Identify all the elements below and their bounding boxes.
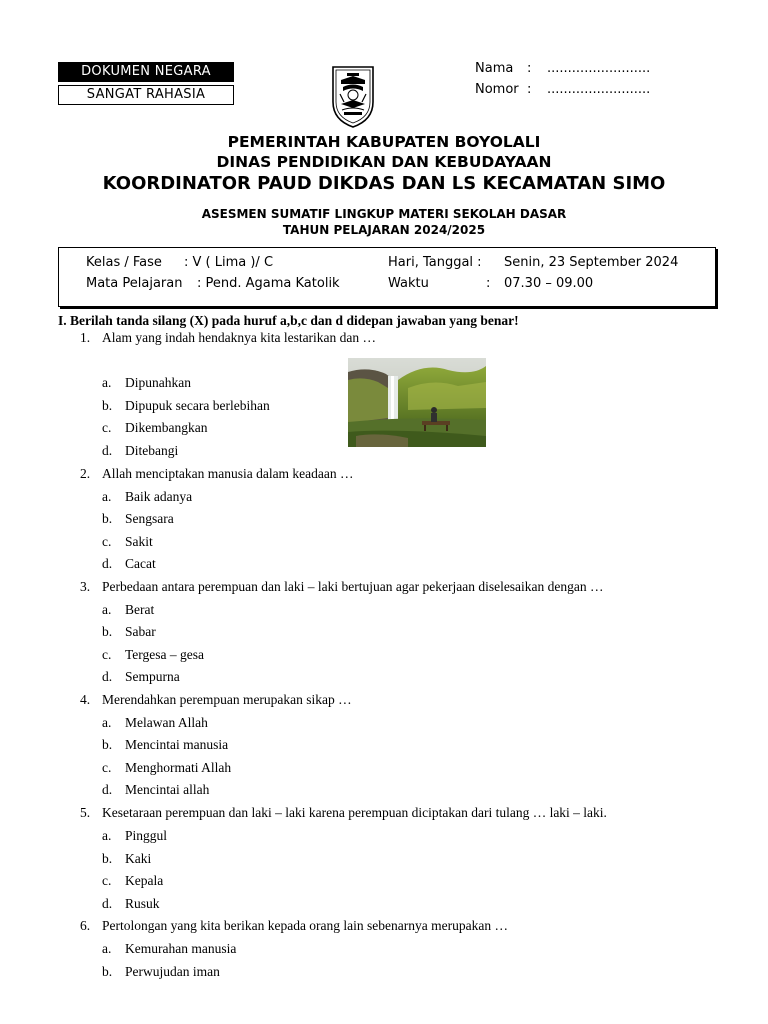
- option-3a[interactable]: a. Berat: [102, 602, 155, 617]
- option-4a[interactable]: a. Melawan Allah: [102, 715, 208, 730]
- section-instruction: I. Berilah tanda silang (X) pada huruf a,b,c dan d didepan jawaban yang benar!: [58, 313, 519, 328]
- option-5a[interactable]: a. Pinggul: [102, 828, 168, 843]
- option-4d[interactable]: d. Mencintai allah: [102, 782, 210, 797]
- class-value: : V ( Lima )/ C: [184, 255, 274, 270]
- date-value: Senin, 23 September 2024: [504, 255, 679, 270]
- question-5: 5. Kesetaraan perempuan dan laki – laki karena perempuan diciptakan dari tulang … laki – laki.: [80, 805, 607, 820]
- subject-label: Mata Pelajaran: [86, 276, 183, 291]
- option-2a[interactable]: a. Baik adanya: [102, 489, 193, 504]
- boyolali-emblem-logo: [329, 64, 377, 130]
- option-1b[interactable]: b. Dipupuk secara berlebihan: [102, 398, 270, 413]
- option-3d[interactable]: d. Sempurna: [102, 669, 180, 684]
- number-field[interactable]: .........................: [547, 82, 651, 97]
- subject-value: : Pend. Agama Katolik: [197, 276, 340, 291]
- option-6b[interactable]: b. Perwujudan iman: [102, 964, 220, 979]
- name-colon: :: [527, 61, 532, 76]
- option-3b[interactable]: b. Sabar: [102, 624, 156, 639]
- sangat-rahasia-badge: SANGAT RAHASIA: [58, 85, 234, 105]
- option-4b[interactable]: b. Mencintai manusia: [102, 737, 229, 752]
- number-field-row: [475, 82, 650, 97]
- option-5c[interactable]: c. Kepala: [102, 873, 164, 888]
- number-label: Nomor: [475, 82, 519, 97]
- option-2b[interactable]: b. Sengsara: [102, 511, 174, 526]
- option-2d[interactable]: d. Cacat: [102, 556, 156, 571]
- date-label: Hari, Tanggal :: [388, 255, 482, 270]
- class-label: Kelas / Fase: [86, 255, 162, 270]
- option-2c[interactable]: c. Sakit: [102, 534, 153, 549]
- question-3: 3. Perbedaan antara perempuan dan laki – laki bertujuan agar pekerjaan diselesaikan dengan …: [80, 579, 604, 594]
- waterfall-landscape-image: [348, 358, 486, 447]
- option-3c[interactable]: c. Tergesa – gesa: [102, 647, 205, 662]
- name-field-row: [475, 61, 650, 76]
- name-field[interactable]: .........................: [547, 61, 651, 76]
- header-coordinator: KOORDINATOR PAUD DIKDAS DAN LS KECAMATAN SIMO: [102, 173, 666, 194]
- time-colon: :: [486, 276, 491, 291]
- header-department: DINAS PENDIDIKAN DAN KEBUDAYAAN: [216, 153, 552, 171]
- time-label: Waktu: [388, 276, 429, 291]
- assessment-title: ASESMEN SUMATIF LINGKUP MATERI SEKOLAH DASAR: [201, 207, 567, 221]
- time-value: 07.30 – 09.00: [504, 276, 594, 291]
- question-6: 6. Pertolongan yang kita berikan kepada orang lain sebenarnya merupakan …: [80, 918, 508, 933]
- header-government: PEMERINTAH KABUPATEN BOYOLALI: [227, 133, 541, 151]
- option-6a[interactable]: a. Kemurahan manusia: [102, 941, 237, 956]
- question-1: 1. Alam yang indah hendaknya kita lestarikan dan …: [80, 330, 377, 345]
- number-colon: :: [527, 82, 532, 97]
- option-5b[interactable]: b. Kaki: [102, 851, 152, 866]
- question-2: 2. Allah menciptakan manusia dalam keadaan …: [80, 466, 354, 481]
- option-1c[interactable]: c. Dikembangkan: [102, 420, 208, 435]
- dokumen-negara-badge: DOKUMEN NEGARA: [58, 62, 234, 82]
- option-1a[interactable]: a. Dipunahkan: [102, 375, 191, 390]
- option-4c[interactable]: c. Menghormati Allah: [102, 760, 232, 775]
- exam-info-box: [58, 247, 716, 307]
- option-5d[interactable]: d. Rusuk: [102, 896, 160, 911]
- school-year: TAHUN PELAJARAN 2024/2025: [282, 223, 486, 237]
- option-1d[interactable]: d. Ditebangi: [102, 443, 179, 458]
- name-label: Nama: [475, 61, 514, 76]
- question-4: 4. Merendahkan perempuan merupakan sikap …: [80, 692, 352, 707]
